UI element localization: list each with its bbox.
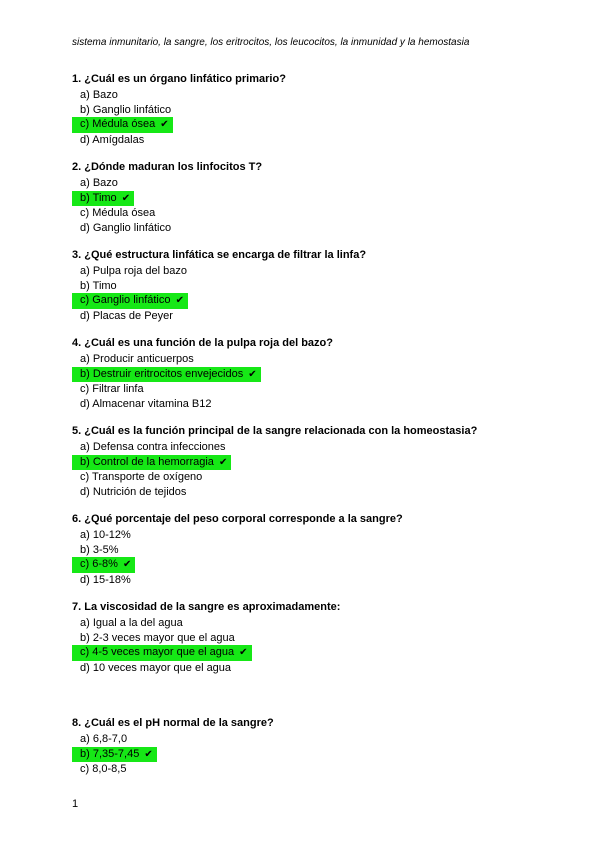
option-highlight [80,528,131,543]
answer-option [72,352,542,367]
option-highlight [80,470,202,485]
answer-option [72,661,542,676]
option-highlight [80,573,131,588]
option-highlight [80,88,118,103]
option-text: d) Almacenar vitamina B12 [80,398,212,411]
option-highlight [80,631,235,646]
option-highlight [80,382,144,397]
option-highlight [72,367,261,383]
correct-answer-option [72,117,542,133]
answer-option [72,133,542,148]
question-block [72,716,542,777]
checkmark-icon: ✔ [144,748,153,760]
option-highlight [72,645,252,661]
option-highlight [80,309,173,324]
checkmark-icon: ✔ [175,295,184,307]
question-title: 5. ¿Cuál es la función principal de la sangre relacionada con la homeostasia? [72,425,478,437]
question-title: 3. ¿Qué estructura linfática se encarga de filtrar la linfa? [72,249,367,261]
option-text: d) Nutrición de tejidos [80,486,187,499]
option-text: b) 3-5% [80,543,119,556]
question-title: 8. ¿Cuál es el pH normal de la sangre? [72,717,274,729]
option-text: b) Timo [80,191,117,204]
option-highlight [72,455,231,471]
answer-option [72,221,542,236]
page-header: sistema inmunitario, la sangre, los eritrocitos, los leucocitos, la inmunidad y la hemostasia [72,37,470,48]
answer-option [72,176,542,191]
checkmark-icon: ✔ [160,119,169,131]
option-text: b) Timo [80,279,117,292]
option-text: d) Ganglio linfático [80,222,172,235]
question-block [72,336,542,412]
question-title: 4. ¿Cuál es una función de la pulpa roja del bazo? [72,337,333,349]
option-text: a) Producir anticuerpos [80,353,194,365]
option-text: b) Destruir eritrocitos envejecidos [80,367,244,380]
option-highlight [72,747,157,763]
option-highlight [72,293,188,309]
answer-option [72,382,542,397]
option-text: c) Transporte de oxígeno [80,471,203,484]
answer-option [72,264,542,279]
option-text: a) 10-12% [80,529,131,541]
option-text: d) 15-18% [80,574,131,587]
checkmark-icon: ✔ [248,368,257,380]
option-text: a) Igual a la del agua [80,617,183,629]
answer-option [72,103,542,118]
answer-option [72,309,542,324]
question-title: 7. La viscosidad de la sangre es aproximadamente: [72,601,341,613]
option-text: a) Pulpa roja del bazo [80,265,188,277]
checkmark-icon: ✔ [218,456,228,468]
question-title: 2. ¿Dónde maduran los linfocitos T? [72,161,263,173]
option-text: a) Bazo [80,89,118,101]
option-highlight [72,191,134,207]
option-highlight [80,762,126,777]
checkmark-icon: ✔ [122,559,132,571]
option-highlight [80,352,194,367]
option-highlight [80,485,186,500]
option-text: b) Control de la hemorragia [80,455,214,468]
answer-option [72,279,542,294]
option-text: c) 6-8% [80,558,118,571]
option-highlight [80,616,183,631]
answer-option [72,573,542,588]
answer-option [72,88,542,103]
option-text: a) Defensa contra infecciones [80,441,226,453]
question-block [72,72,542,148]
option-text: c) Médula ósea [80,118,156,131]
option-highlight [80,221,171,236]
option-highlight [80,103,171,118]
option-text: b) 7,35-7,45 [80,747,140,760]
correct-answer-option [72,455,542,471]
option-text: c) Ganglio linfático [80,294,171,307]
option-highlight [80,133,144,148]
correct-answer-option [72,747,542,763]
option-text: d) 10 veces mayor que el agua [80,662,232,675]
question-block [72,160,542,236]
option-text: c) Filtrar linfa [80,383,144,396]
answer-option [72,762,542,777]
option-highlight [80,176,118,191]
page-number: 1 [72,798,79,810]
option-highlight [80,543,119,558]
answer-option [72,732,542,747]
answer-option [72,528,542,543]
question-title: 6. ¿Qué porcentaje del peso corporal corresponde a la sangre? [72,513,403,525]
option-highlight [80,397,211,412]
answer-option [72,397,542,412]
option-text: d) Placas de Peyer [80,310,173,323]
question-block [72,424,542,500]
option-text: c) Médula ósea [80,207,156,220]
answer-option [72,440,542,455]
option-text: b) 2-3 veces mayor que el agua [80,631,235,644]
option-highlight [80,661,231,676]
answer-option [72,543,542,558]
answer-option [72,206,542,221]
option-highlight [72,557,135,573]
correct-answer-option [72,645,542,661]
option-highlight [80,732,127,747]
question-title: 1. ¿Cuál es un órgano linfático primario? [72,73,286,85]
question-block [72,248,542,324]
answer-option [72,631,542,646]
option-text: d) Amígdalas [80,134,145,147]
option-highlight [72,117,173,133]
answer-option [72,470,542,485]
correct-answer-option [72,293,542,309]
option-text: a) Bazo [80,177,118,189]
answer-option [72,616,542,631]
option-highlight [80,279,117,294]
option-text: c) 8,0-8,5 [80,763,127,776]
question-block [72,600,542,676]
checkmark-icon: ✔ [121,192,131,204]
correct-answer-option [72,191,542,207]
option-text: c) 4-5 veces mayor que el agua [80,646,235,659]
option-text: b) Ganglio linfático [80,103,172,116]
question-block [72,512,542,588]
correct-answer-option [72,367,542,383]
answer-option [72,485,542,500]
option-highlight [80,206,155,221]
correct-answer-option [72,557,542,573]
option-text: a) 6,8-7,0 [80,733,128,745]
option-highlight [80,264,187,279]
checkmark-icon: ✔ [239,647,248,659]
option-highlight [80,440,226,455]
